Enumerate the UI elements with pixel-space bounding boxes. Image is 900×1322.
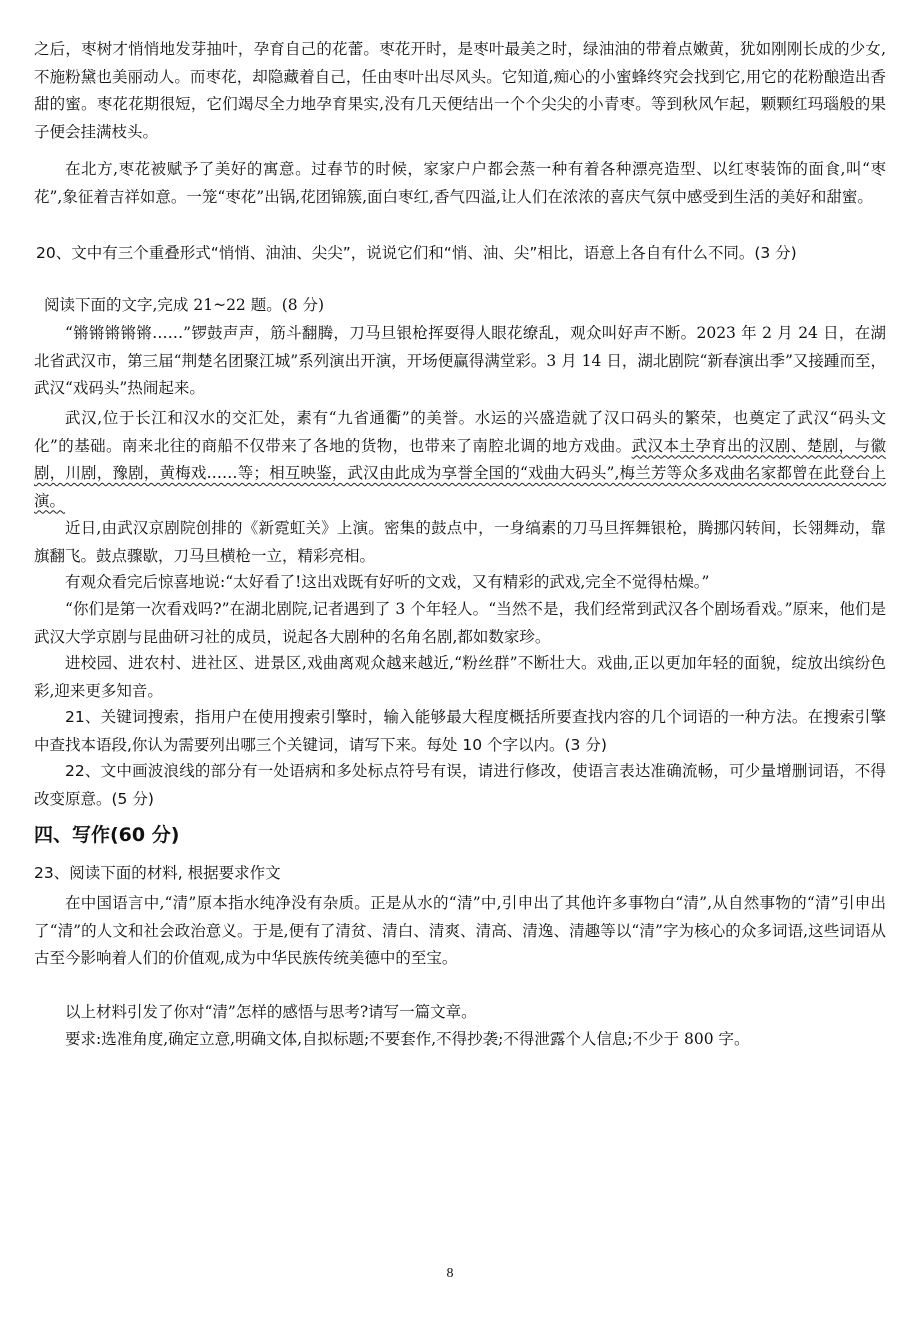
wavy-underlined-sentence: 武汉本土孕育出的汉剧、楚剧，与徽剧，川剧，豫剧，黄梅戏……等；相互映鉴，武汉由此成为享誉全国的“戏曲大码头”,梅兰芳等众多戏曲名家都曾在此登台上演。 [34,436,886,510]
passage-paragraph-6: 进校园、进农村、进社区、进景区,戏曲离观众越来越近,“粉丝群”不断壮大。戏曲,正以更加年轻的面貌，绽放出缤纷色彩,迎来更多知音。 [34,654,886,700]
passage-paragraph-3: 近日,由武汉京剧院创排的《新霓虹关》上演。密集的鼓点中，一身缟素的刀马旦挥舞银枪，腾挪闪转间，长翎舞动，靠旗翻飞。鼓点骤歇，刀马旦横枪一立，精彩亮相。 [34,519,886,565]
passage-paragraph-5: “你们是第一次看戏吗?”在湖北剧院,记者遇到了 3 个年轻人。“当然不是，我们经常到武汉各个剧场看戏。”原来，他们是武汉大学京剧与昆曲研习社的成员，说起各大剧种的名角名剧,都如数家珍。 [34,600,886,646]
question-21: 21、关键词搜索，指用户在使用搜索引擎时，输入能够最大程度概括所要查找内容的几个词语的一种方法。在搜索引擎中查找本语段,你认为需要列出哪三个关键词，请写下来。每处 10 个字以内。(3 分) [34,708,886,754]
essay-paragraph-2: 在北方,枣花被赋予了美好的寓意。过春节的时候，家家户户都会蒸一种有着各种漂亮造型、以红枣装饰的面食,叫“枣花”,象征着吉祥如意。一笼“枣花”出锅,花团锦簇,面白枣红,香气四溢,让人们在浓浓的喜庆气氛中感受到生活的美好和甜蜜。 [34,160,886,206]
question-22: 22、文中画波浪线的部分有一处语病和多处标点符号有误，请进行修改，使语言表达准确流畅，可少量增删词语，不得改变原意。(5 分) [34,762,886,808]
passage-paragraph-4: 有观众看完后惊喜地说:“太好看了!这出戏既有好听的文戏，又有精彩的武戏,完全不觉得枯燥。” [65,573,710,591]
question-23-material: 在中国语言中,“清”原本指水纯净没有杂质。正是从水的“清”中,引申出了其他许多事物白“清”,从自然事物的“清”引申出了“清”的人文和社会政治意义。于是,便有了清贫、清白、清爽、清高、清逸、清趣等以“清”字为核心的众多词语,这些词语从古至今影响着人们的价值观,成为中华民族传统美德中的至宝。 [34,894,886,967]
passage-paragraph-2 [34,405,886,515]
writing-section-heading: 四、写作(60 分) [34,824,180,846]
question-23-requirements: 要求:选准角度,确定立意,明确文体,自拟标题;不要套作,不得抄袭;不得泄露个人信息;不少于 800 字。 [65,1030,750,1048]
passage-paragraph-1: “锵锵锵锵锵……”锣鼓声声，筋斗翻腾，刀马旦银枪挥耍得人眼花缭乱，观众叫好声不断。2023 年 2 月 24 日，在湖北省武汉市，第三届“荆楚名团聚江城”系列演出开演，开场便赢得满堂彩。3 月 14 日，湖北剧院“新春演出季”又接踵而至，武汉“戏码头”热闹起来。 [34,324,886,397]
question-23-title: 23、阅读下面的材料, 根据要求作文 [34,864,281,882]
section-intro: 阅读下面的文字,完成 21~22 题。(8 分) [44,296,325,314]
passage-paragraph-2-plain: 武汉,位于长江和汉水的交汇处，素有“九省通衢”的美誉。水运的兴盛造就了汉口码头的繁荣，也奠定了武汉“码头文化”的基础。南来北往的商船不仅带来了各地的货物，也带来了南腔北调的地方戏曲。 [34,409,886,455]
question-20: 20、文中有三个重叠形式“悄悄、油油、尖尖”，说说它们和“悄、油、尖”相比，语意上各自有什么不同。(3 分) [36,244,797,262]
page-number: 8 [446,1266,454,1281]
essay-paragraph-1: 之后，枣树才悄悄地发芽抽叶，孕育自己的花蕾。枣花开时，是枣叶最美之时，绿油油的带着点嫩黄，犹如刚刚长成的少女,不施粉黛也美丽动人。而枣花，却隐藏着自己，任由枣叶出尽风头。它知道,痴心的小蜜蜂终究会找到它,用它的花粉酿造出香甜的蜜。枣花花期很短，它们竭尽全力地孕育果实,没有几天便结出一个个尖尖的小青枣。等到秋风乍起，颗颗红玛瑙般的果子便会挂满枝头。 [34,40,886,141]
question-23-prompt: 以上材料引发了你对“清”怎样的感悟与思考?请写一篇文章。 [65,1003,477,1021]
